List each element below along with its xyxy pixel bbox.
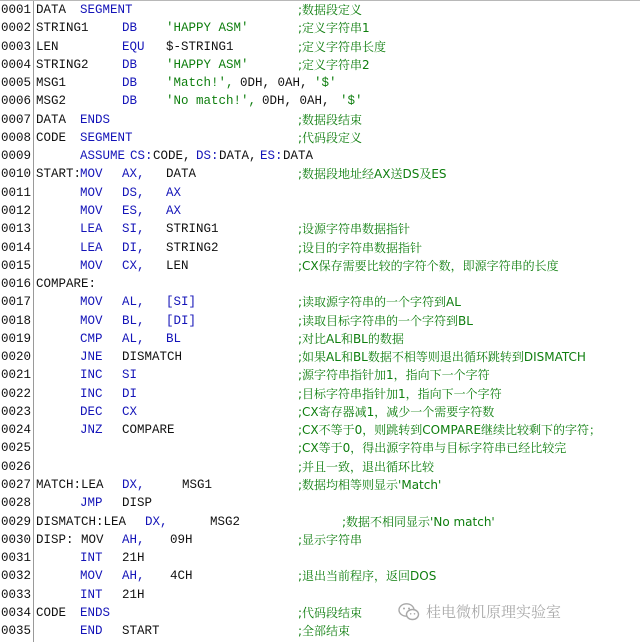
code-token: DB (122, 76, 138, 91)
code-token: SI, (122, 222, 145, 237)
code-line (0, 202, 640, 220)
code-token: '$' (314, 76, 337, 91)
code-line (0, 275, 640, 293)
code-comment: ;显示字符串 (298, 532, 363, 547)
code-token: DB (122, 57, 138, 72)
line-number: 0002 (1, 21, 32, 36)
code-comment: ;CX等于0，得出源字符串与目标字符串已经比较完 (298, 441, 567, 456)
code-line (0, 348, 640, 366)
code-line (0, 421, 640, 439)
code-token: [DI] (166, 313, 197, 328)
code-token: 21H (122, 587, 145, 602)
code-line (0, 293, 640, 311)
code-comment: ;源字符串指针加1，指向下一个字符 (298, 368, 490, 383)
code-comment: ;并且一致，退出循环比较 (298, 459, 435, 474)
code-line (0, 567, 640, 585)
line-number: 0016 (1, 277, 32, 292)
code-token: START: (36, 167, 82, 182)
code-line (0, 239, 640, 257)
line-number: 0025 (1, 441, 32, 456)
code-token: 'HAPPY ASM' (166, 21, 249, 36)
code-token: EQU (122, 39, 145, 54)
code-line (0, 1, 640, 19)
code-token: CODE, (153, 149, 191, 164)
code-token: 0DH, 0AH, (240, 76, 308, 91)
line-number: 0027 (1, 478, 32, 493)
line-number: 0021 (1, 368, 32, 383)
code-line (0, 257, 640, 275)
code-token: MOV (80, 167, 103, 182)
wechat-icon (398, 602, 420, 622)
code-comment: ;定义字符串2 (298, 57, 370, 72)
code-token: INT (80, 587, 103, 602)
code-token: DATA (36, 112, 67, 127)
code-comment: ;退出当前程序，返回DOS (298, 569, 437, 584)
code-token: JNE (80, 350, 103, 365)
code-line (0, 403, 640, 421)
code-line (0, 147, 640, 165)
code-token: LEA (80, 240, 103, 255)
code-token: INT (80, 551, 103, 566)
code-line (0, 111, 640, 129)
code-token: ENDS (80, 605, 111, 620)
code-token: DATA (283, 149, 314, 164)
code-token: MSG2 (210, 514, 241, 529)
code-line (0, 439, 640, 457)
code-token: LEA (80, 222, 103, 237)
code-comment: ;代码段结束 (298, 605, 363, 620)
code-token: MOV (80, 313, 103, 328)
code-token: DISP: MOV (36, 532, 104, 547)
code-line (0, 385, 640, 403)
code-token: ENDS (80, 112, 111, 127)
line-number: 0014 (1, 240, 32, 255)
code-token: DISP (122, 496, 153, 511)
code-token: START (122, 624, 160, 639)
code-token: MSG1 (182, 478, 213, 493)
code-token: INC (80, 386, 103, 401)
code-token: 09H (170, 532, 193, 547)
line-number: 0023 (1, 404, 32, 419)
code-line (0, 129, 640, 147)
watermark (398, 601, 561, 622)
line-number: 0018 (1, 313, 32, 328)
code-token: DISMATCH (122, 350, 183, 365)
code-comment: ;全部结束 (298, 624, 351, 639)
code-token: AL, (122, 295, 145, 310)
code-token: JNZ (80, 423, 103, 438)
code-token: MOV (80, 185, 103, 200)
code-comment: ;设目的字符串数据指针 (298, 240, 423, 255)
code-token: DI (122, 386, 138, 401)
code-comment: ;CX保存需要比较的字符个数，即源字符串的长度 (298, 258, 559, 273)
code-token: MATCH:LEA (36, 478, 104, 493)
code-token: AL, (122, 331, 145, 346)
code-token: '$' (340, 94, 363, 109)
code-token: CX (122, 404, 138, 419)
line-number: 0001 (1, 3, 32, 17)
code-token: AH, (122, 532, 145, 547)
code-token: MSG1 (36, 76, 67, 91)
line-number: 0010 (1, 167, 32, 182)
code-token: COMPARE (122, 423, 175, 438)
code-comment: ;CX寄存器减1，减少一个需要字符数 (298, 404, 495, 419)
code-line (0, 476, 640, 494)
line-number: 0035 (1, 624, 32, 639)
line-number: 0006 (1, 94, 32, 109)
code-token: STRING1 (166, 222, 219, 237)
code-token: MSG2 (36, 94, 67, 109)
code-token: $-STRING1 (166, 39, 234, 54)
code-token: AX (166, 185, 182, 200)
code-token: AH, (122, 569, 145, 584)
code-token: DS: (196, 149, 219, 164)
line-number: 0017 (1, 295, 32, 310)
code-token: LEN (36, 39, 59, 54)
code-line (0, 19, 640, 37)
code-line (0, 513, 640, 531)
code-token: BL, (122, 313, 145, 328)
code-token: MOV (80, 295, 103, 310)
line-number: 0031 (1, 551, 32, 566)
line-number: 0024 (1, 423, 32, 438)
code-token: CODE (36, 605, 67, 620)
code-token: INC (80, 368, 103, 383)
code-token: AX, (122, 167, 145, 182)
line-number: 0034 (1, 605, 32, 620)
code-token: END (80, 624, 103, 639)
code-token: LEN (166, 258, 189, 273)
code-line (0, 184, 640, 202)
code-comment: ;数据段定义 (298, 3, 363, 17)
code-token: MOV (80, 569, 103, 584)
line-number: 0003 (1, 39, 32, 54)
code-token: MOV (80, 203, 103, 218)
code-token: STRING1 (36, 21, 89, 36)
code-token: DB (122, 21, 138, 36)
line-number: 0011 (1, 185, 32, 200)
code-token: 0DH, 0AH, (262, 94, 330, 109)
code-token: DB (122, 94, 138, 109)
code-line (0, 458, 640, 476)
code-token: 21H (122, 551, 145, 566)
code-token: DS, (122, 185, 145, 200)
code-token: STRING2 (166, 240, 219, 255)
line-number: 0009 (1, 149, 32, 164)
code-comment: ;读取目标字符串的一个字符到BL (298, 313, 473, 328)
code-line (0, 165, 640, 183)
line-number: 0005 (1, 76, 32, 91)
line-number: 0012 (1, 203, 32, 218)
line-number: 0032 (1, 569, 32, 584)
code-token: 'HAPPY ASM' (166, 57, 249, 72)
code-token: DATA (166, 167, 197, 182)
code-line (0, 531, 640, 549)
code-token: 'No match!', (166, 94, 257, 109)
line-number: 0015 (1, 258, 32, 273)
code-comment: ;设源字符串数据指针 (298, 222, 411, 237)
line-number: 0026 (1, 459, 32, 474)
code-token: STRING2 (36, 57, 89, 72)
code-token: DX, (122, 478, 145, 493)
code-token: CMP (80, 331, 103, 346)
code-line (0, 549, 640, 567)
code-token: DX, (145, 514, 168, 529)
code-token: DATA (36, 3, 67, 17)
code-token: 4CH (170, 569, 193, 584)
code-token: MOV (80, 258, 103, 273)
code-token: DI, (122, 240, 145, 255)
line-number: 0019 (1, 331, 32, 346)
code-token: SI (122, 368, 138, 383)
code-line (0, 56, 640, 74)
code-token: AX (166, 203, 182, 218)
code-token: ES, (122, 203, 145, 218)
code-token: ES: (260, 149, 283, 164)
line-number: 0030 (1, 532, 32, 547)
code-token: CODE (36, 130, 67, 145)
code-line (0, 92, 640, 110)
code-comment: ;定义字符串1 (298, 21, 370, 36)
code-token: CX, (122, 258, 145, 273)
code-token: CS: (130, 149, 153, 164)
line-number: 0013 (1, 222, 32, 237)
line-number: 0033 (1, 587, 32, 602)
code-comment: ;定义字符串长度 (298, 39, 387, 54)
code-token: JMP (80, 496, 103, 511)
code-token: DEC (80, 404, 103, 419)
code-comment: ;目标字符串指针加1，指向下一个字符 (298, 386, 502, 401)
code-comment: ;数据均相等则显示'Match' (298, 478, 442, 493)
line-number: 0028 (1, 496, 32, 511)
code-token: BL (166, 331, 182, 346)
line-number: 0020 (1, 350, 32, 365)
code-line (0, 312, 640, 330)
code-token: COMPARE: (36, 277, 97, 292)
watermark-text: 桂电微机原理实验室 (426, 603, 562, 621)
code-comment: ;CX不等于0，则跳转到COMPARE继续比较剩下的字符； (298, 423, 602, 438)
code-comment: ;数据不相同显示'No match' (342, 514, 495, 529)
code-token: 'Match!', (166, 76, 234, 91)
code-token: SEGMENT (80, 130, 133, 145)
code-line (0, 494, 640, 512)
code-line (0, 330, 640, 348)
code-line (0, 366, 640, 384)
code-comment: ;数据段地址经AX送DS及ES (298, 167, 447, 182)
code-token: SEGMENT (80, 3, 133, 17)
code-comment: ;代码段定义 (298, 130, 363, 145)
line-number: 0008 (1, 130, 32, 145)
code-token: DATA, (219, 149, 257, 164)
line-number: 0007 (1, 112, 32, 127)
code-line (0, 622, 640, 640)
code-token: [SI] (166, 295, 197, 310)
code-line (0, 38, 640, 56)
code-line (0, 74, 640, 92)
code-comment: ;如果AL和BL数据不相等则退出循环跳转到DISMATCH (298, 350, 586, 365)
line-number: 0029 (1, 514, 32, 529)
code-line (0, 220, 640, 238)
code-token: DISMATCH:LEA (36, 514, 127, 529)
code-comment: ;数据段结束 (298, 112, 363, 127)
line-number: 0004 (1, 57, 32, 72)
line-number: 0022 (1, 386, 32, 401)
code-comment: ;对比AL和BL的数据 (298, 331, 404, 346)
code-comment: ;读取源字符串的一个字符到AL (298, 295, 461, 310)
code-token: ASSUME (80, 149, 126, 164)
